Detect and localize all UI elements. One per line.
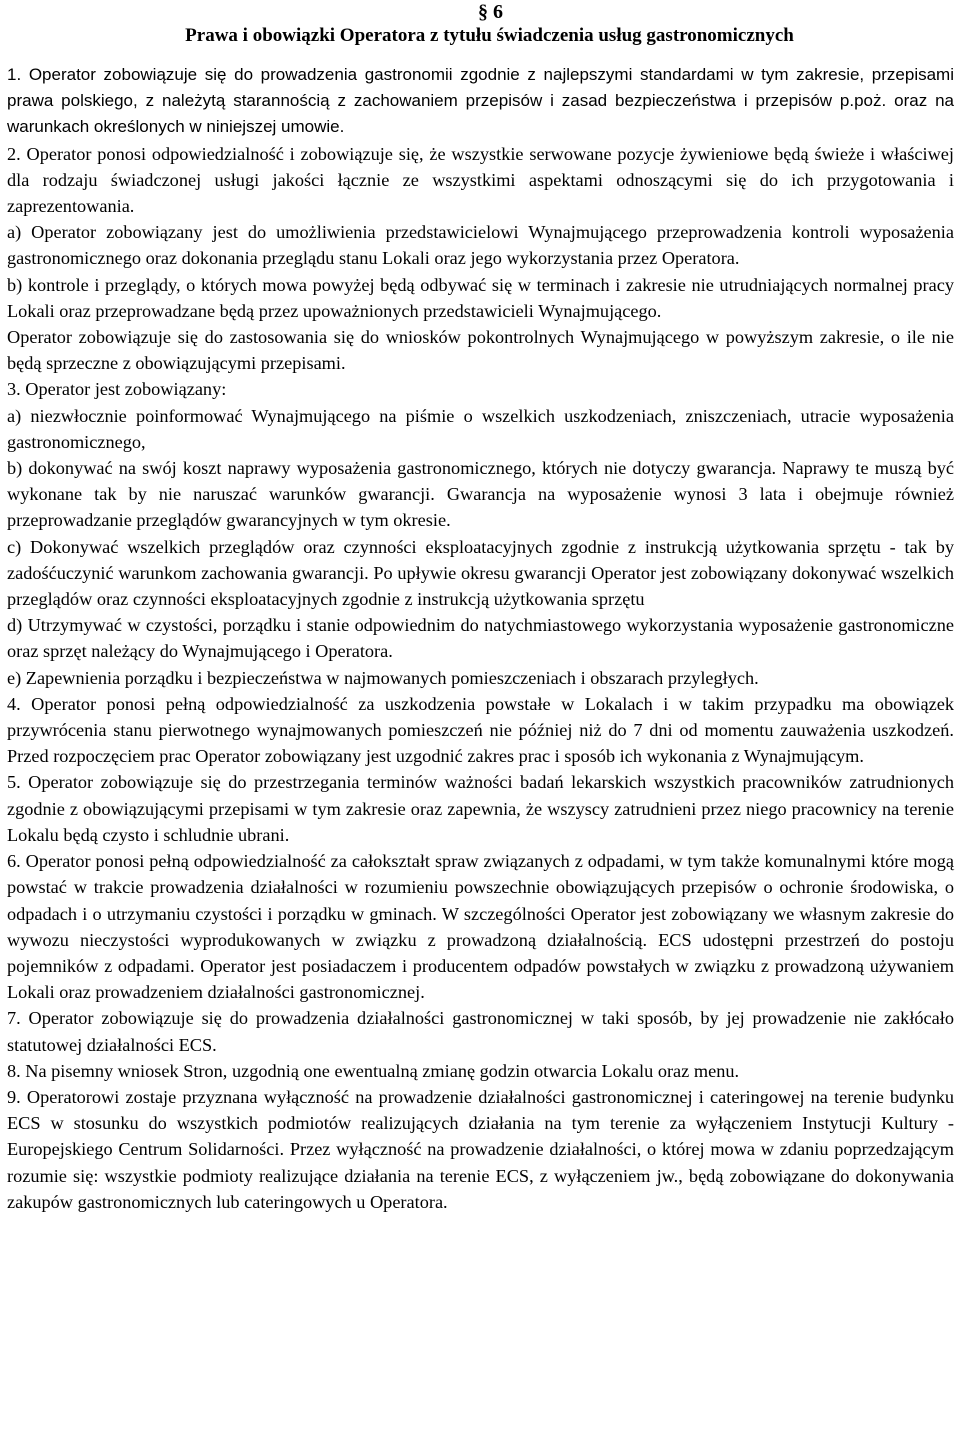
paragraph-5: 5. Operator zobowiązuje się do przestrzegania terminów ważności badań lekarskich wszystkich pracowników zatrudnionych zgodnie z obowiązującymi przepisami w tym zakresie oraz zapewnia, że wszyscy zatrudnieni przez niego pracownicy na terenie Lokalu będą czysto i schludnie ubrani. <box>7 772 954 845</box>
paragraph-3: 3. Operator jest zobowiązany: <box>7 379 227 400</box>
paragraph-6: 6. Operator ponosi pełną odpowiedzialność za całokształt spraw związanych z odpadami, w tym także komunalnymi które mogą powstać w trakcie prowadzenia działalności w rozumieniu powszechnie obowiązujących przepisów o ochronie środowiska, o odpadach i o utrzymaniu czystości i porządku w gminach. W szczególności Operator jest zobowiązany we własnym zakresie do wywozu nieczystości wyprodukowanych w związku z prowadzoną działalnością. ECS udostępni przestrzeń do postoju pojemników z odpadami. Operator jest posiadaczem i producentem odpadów powstałych w związku z prowadzoną używaniem Lokali oraz prowadzeniem działalności gastronomicznej. <box>7 851 954 1003</box>
paragraph-9: 9. Operatorowi zostaje przyznana wyłączność na prowadzenie działalności gastronomicznej i cateringowej na terenie budynku ECS w stosunku do wszystkich podmiotów realizujących działania na tym terenie za wyłączeniem Instytucji Kultury - Europejskiego Centrum Solidarności. Przez wyłączność na prowadzenie działalności, o której mowa w zdaniu poprzedzającym rozumie się: wszystkie podmioty realizujące działania na terenie ECS, z wyłączeniem jw., będą zobowiązane do dokonywania zakupów gastronomicznych lub cateringowych u Operatora. <box>7 1086 954 1212</box>
paragraph-7: 7. Operator zobowiązuje się do prowadzenia działalności gastronomicznej w taki sposób, by jej prowadzenie nie zakłócało statutowej działalności ECS. <box>7 1008 954 1055</box>
paragraph-2a: a) Operator zobowiązany jest do umożliwienia przedstawicielowi Wynajmującego przeprowadzenia kontroli wyposażenia gastronomicznego oraz dokonania przeglądu stanu Lokali oraz jego wykorzystania przez Operatora. <box>7 222 954 269</box>
paragraph-3e: e) Zapewnienia porządku i bezpieczeństwa w najmowanych pomieszczeniach i obszarach przyległych. <box>7 667 759 688</box>
paragraph-3b: b) dokonywać na swój koszt naprawy wyposażenia gastronomicznego, których nie dotyczy gwarancja. Naprawy te muszą być wykonane tak by nie naruszać warunków gwarancji. Gwarancja na wyposażenie wynosi 3 lata i obejmuje również przeprowadzanie przeglądów gwarancyjnych w tym okresie. <box>7 458 954 531</box>
paragraph-2: 2. Operator ponosi odpowiedzialność i zobowiązuje się, że wszystkie serwowane pozycje żywieniowe będą świeże i właściwej dla rodzaju świadczonej usługi jakości łącznie ze wszystkimi aspektami odnoszącymi się do ich przygotowania i zaprezentowania. <box>7 143 954 217</box>
paragraph-3c: c) Dokonywać wszelkich przeglądów oraz czynności eksploatacyjnych zgodnie z instrukcją użytkowania sprzętu - tak by zadośćuczynić warunkom zachowania gwarancji. Po upływie okresu gwarancji Operator jest zobowiązany dokonywać wszelkich przeglądów oraz czynności eksploatacyjnych zgodnie z instrukcją użytkowania sprzętu <box>7 536 954 610</box>
paragraph-2c: Operator zobowiązuje się do zastosowania się do wniosków pokontrolnych Wynajmującego w powyższym zakresie, o ile nie będą sprzeczne z obowiązującymi przepisami. <box>7 327 954 374</box>
paragraph-2b: b) kontrole i przeglądy, o których mowa powyżej będą odbywać się w terminach i zakresie nie utrudniających normalnej pracy Lokali oraz przeprowadzane będą przez upoważnionych przedstawicieli Wynajmującego. <box>7 274 954 321</box>
paragraph-8: 8. Na pisemny wniosek Stron, uzgodnią one ewentualną zmianę godzin otwarcia Lokalu oraz menu. <box>7 1060 740 1081</box>
section-title: Prawa i obowiązki Operatora z tytułu świadczenia usług gastronomicznych <box>185 25 794 46</box>
paragraph-3a: a) niezwłocznie poinformować Wynajmującego na piśmie o wszelkich uszkodzeniach, zniszczeniach, utracie wyposażenia gastronomicznego, <box>7 405 954 452</box>
paragraph-1: 1. Operator zobowiązuje się do prowadzenia gastronomii zgodnie z najlepszymi standardami w tym zakresie, przepisami prawa polskiego, z należytą starannością z zachowaniem przepisów i zasad bezpieczeństwa i przepisów p.poż. oraz na warunkach określonych w niniejszej umowie. <box>7 65 954 137</box>
paragraph-3d: d) Utrzymywać w czystości, porządku i stanie odpowiednim do natychmiastowego wykorzystania wyposażenie gastronomiczne oraz sprzęt należący do Wynajmującego i Operatora. <box>7 615 954 662</box>
paragraph-4: 4. Operator ponosi pełną odpowiedzialność za uszkodzenia powstałe w Lokalach i w takim przypadku ma obowiązek przywrócenia stanu pierwotnego wynajmowanych pomieszczeń nie później niż do 7 dni od momentu zauważenia uszkodzeń. Przed rozpoczęciem prac Operator zobowiązany jest uzgodnić zakres prac i sposób ich wykonania z Wynajmującym. <box>7 693 954 767</box>
section-sign: § 6 <box>478 1 503 23</box>
